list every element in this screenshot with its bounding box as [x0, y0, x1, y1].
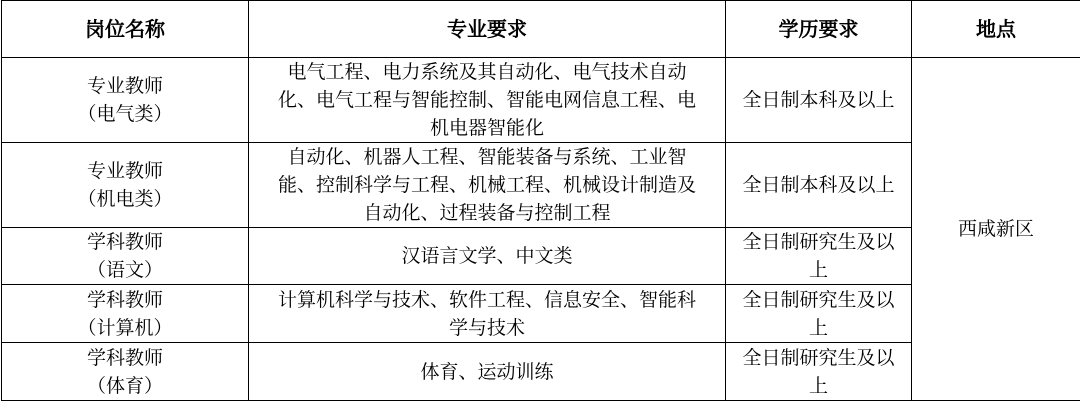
position-title: 学科教师 [86, 346, 163, 369]
position-title: 专业教师 [86, 160, 163, 182]
major-cell: 汉语言文学、中文类 [249, 228, 726, 285]
education-cell: 全日制研究生及以上 [726, 285, 912, 343]
header-major: 专业要求 [249, 1, 726, 58]
position-cell [2, 343, 249, 401]
position-category: （机电类） [77, 188, 173, 210]
position-cell [2, 228, 249, 285]
position-category: （体育） [86, 374, 163, 397]
position-cell [2, 285, 249, 343]
education-cell: 全日制研究生及以上 [726, 228, 912, 285]
table-row [2, 58, 1080, 143]
major-cell: 自动化、机器人工程、智能装备与系统、工业智能、控制科学与工程、机械工程、机械设计制造及自动化、过程装备与控制工程 [249, 143, 726, 228]
header-location: 地点 [912, 1, 1080, 58]
major-cell: 体育、运动训练 [249, 343, 726, 401]
position-cell [2, 58, 249, 143]
position-category: （语文） [86, 259, 163, 281]
position-category: （计算机） [77, 316, 173, 339]
header-education: 学历要求 [726, 1, 912, 58]
header-position: 岗位名称 [2, 1, 249, 58]
location-cell: 西咸新区 [912, 58, 1080, 401]
education-cell: 全日制本科及以上 [726, 58, 912, 143]
position-category: （电气类） [77, 103, 173, 125]
position-title: 学科教师 [86, 231, 163, 253]
major-cell: 计算机科学与技术、软件工程、信息安全、智能科学与技术 [249, 285, 726, 343]
position-cell [2, 143, 249, 228]
job-requirements-table [1, 0, 1080, 401]
position-title: 专业教师 [86, 75, 163, 97]
education-cell: 全日制本科及以上 [726, 143, 912, 228]
position-title: 学科教师 [86, 288, 163, 311]
education-cell: 全日制研究生及以上 [726, 343, 912, 401]
major-cell: 电气工程、电力系统及其自动化、电气技术自动化、电气工程与智能控制、智能电网信息工程、电机电器智能化 [249, 58, 726, 143]
table-header-row [2, 1, 1080, 58]
